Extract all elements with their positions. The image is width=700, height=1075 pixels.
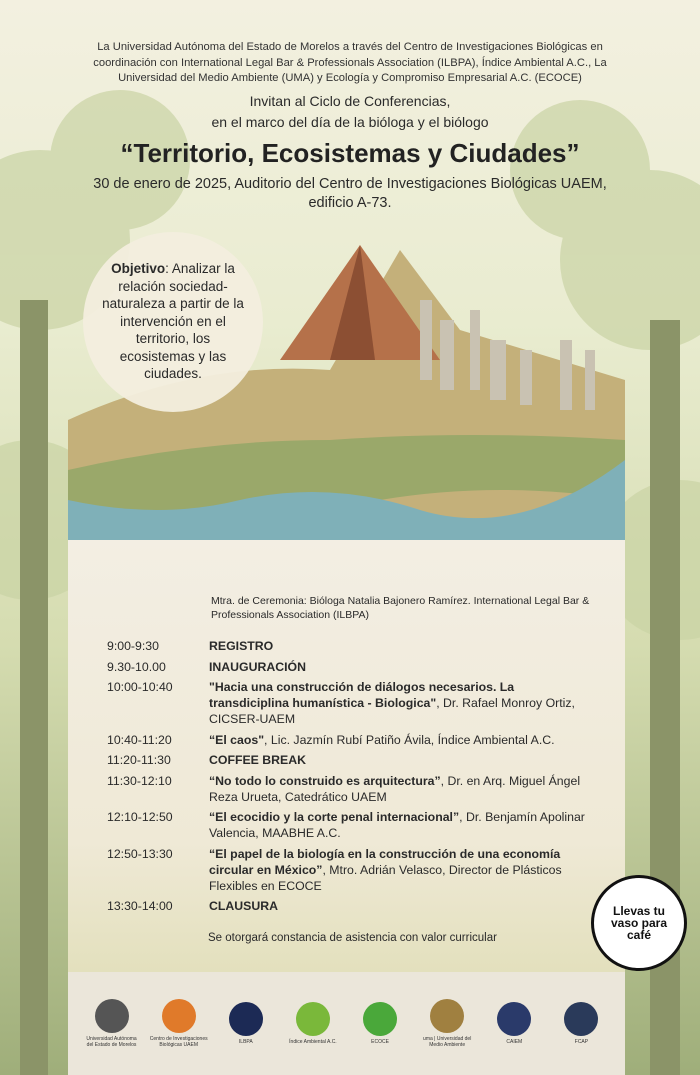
schedule-description <box>209 659 597 675</box>
session-title: “El caos" <box>209 732 265 747</box>
session-title: “El ecocidio y la corte penal internacional” <box>209 810 460 824</box>
schedule-row <box>107 846 597 894</box>
session-speaker: , Lic. Jazmín Rubí Patiño Ávila, Índice Ambiental A.C. <box>264 732 555 747</box>
schedule-time: 13:30-14:00 <box>107 899 173 913</box>
logo-caption: uma | Universidad del Medio Ambiente <box>423 1036 472 1048</box>
session-speaker: , Dr. Benjamín Apolinar Valencia, MAABHE A.C. <box>209 810 585 840</box>
schedule-time: 12:10-12:50 <box>107 810 173 824</box>
schedule-description <box>209 732 597 748</box>
schedule-row <box>107 638 597 654</box>
objective-label: Objetivo <box>111 261 166 276</box>
logo-caption: Universidad Autónoma del Estado de Morelos <box>86 1036 137 1048</box>
schedule <box>107 638 597 919</box>
schedule-time: 10:00-10:40 <box>107 680 173 694</box>
invite-line-1: Invitan al Ciclo de Conferencias, <box>249 92 451 109</box>
session-title: “El papel de la biología en la construcción de una economía circular en México” <box>209 846 561 877</box>
sponsor-logo <box>83 999 141 1048</box>
logo-emblem-icon <box>564 1002 598 1036</box>
sponsor-logo <box>284 1002 342 1045</box>
schedule-description <box>209 809 597 841</box>
logo-emblem-icon <box>296 1002 330 1036</box>
schedule-row <box>107 898 597 914</box>
sponsor-logo <box>351 1002 409 1045</box>
schedule-row <box>107 732 597 748</box>
schedule-description <box>209 679 597 727</box>
schedule-description <box>209 638 597 654</box>
schedule-description <box>209 898 597 914</box>
header <box>0 40 700 213</box>
schedule-description <box>209 773 597 805</box>
schedule-time: 10:40-11:20 <box>107 732 172 747</box>
logo-caption: Centro de Investigaciones Biológicas UAEM <box>149 1036 208 1048</box>
intro-text: La Universidad Autónoma del Estado de Morelos a través del Centro de Investigaciones Biológicas en coordinación con International Legal Bar & Professionals Association (ILBPA), Índice Ambiental A.C., La Universidad del Medio Ambiente (UMA) y Ecología y Compromiso Empresarial A.C. (ECOCE) <box>93 41 607 84</box>
session-speaker: , Mtro. Adrián Velasco, Director de Plásticos Flexibles en ECOCE <box>209 862 562 893</box>
logo-emblem-icon <box>363 1002 397 1036</box>
schedule-row <box>107 773 597 805</box>
objective-circle <box>83 232 263 412</box>
certificate-note: Se otorgará constancia de asistencia con valor curricular <box>208 932 497 944</box>
sponsor-logo <box>217 1002 275 1045</box>
logo-emblem-icon <box>430 999 464 1033</box>
sponsor-logo <box>150 999 208 1048</box>
badge-text: Llevas tu vaso para café <box>610 904 668 942</box>
session-title: "Hacia una construcción de diálogos necesarios. La transdiciplina humanística - Biologica" <box>209 680 515 710</box>
logo-emblem-icon <box>162 999 196 1033</box>
sponsor-logo <box>485 1002 543 1045</box>
master-of-ceremonies: Mtra. de Ceremonia: Bióloga Natalia Bajonero Ramírez. International Legal Bar & Professionals Association (ILBPA) <box>211 595 590 621</box>
logo-caption: FCAP <box>574 1039 589 1045</box>
session-title: “No todo lo construido es arquitectura” <box>209 773 441 788</box>
logo-caption: CAIEM <box>506 1039 523 1045</box>
logo-emblem-icon <box>497 1002 531 1036</box>
schedule-time: 11:20-11:30 <box>107 753 171 767</box>
invite-line-2: en el marco del día de la bióloga y el biólogo <box>211 113 489 130</box>
schedule-description <box>209 846 597 894</box>
logo-caption: ILBPA <box>238 1039 253 1045</box>
schedule-row <box>107 809 597 841</box>
session-title: REGISTRO <box>209 639 274 653</box>
schedule-description <box>209 752 597 768</box>
session-title: CLAUSURA <box>209 899 278 913</box>
schedule-row <box>107 752 597 768</box>
schedule-time: 12:50-13:30 <box>107 846 173 861</box>
event-title: “Territorio, Ecosistemas y Ciudades” <box>120 137 580 168</box>
logo-caption: Índice Ambiental A.C. <box>289 1039 337 1045</box>
schedule-time: 9.30-10.00 <box>107 659 166 674</box>
sponsor-logo <box>418 999 476 1048</box>
schedule-time: 9:00-9:30 <box>107 639 159 653</box>
logo-emblem-icon <box>229 1002 263 1036</box>
schedule-row <box>107 659 597 675</box>
session-speaker: , Dr. Rafael Monroy Ortiz, CICSER-UAEM <box>209 696 575 726</box>
logo-emblem-icon <box>95 999 129 1033</box>
logo-caption: ECOCE <box>371 1039 389 1045</box>
event-date-location: 30 de enero de 2025, Auditorio del Centro de Investigaciones Biológicas UAEM, edificio A-73. <box>93 175 607 211</box>
schedule-time: 11:30-12:10 <box>107 773 172 788</box>
session-speaker: , Dr. en Arq. Miguel Ángel Reza Urueta, Catedrático UAEM <box>209 773 581 804</box>
sponsor-logo <box>552 1002 610 1045</box>
sponsor-logos <box>68 972 625 1075</box>
coffee-cup-badge <box>591 875 687 971</box>
schedule-row <box>107 679 597 727</box>
session-title: COFFEE BREAK <box>209 753 307 767</box>
session-title: INAUGURACIÓN <box>209 659 307 674</box>
objective-text: : Analizar la relación sociedad-naturaleza a partir de la intervención en el territorio, los ecosistemas y las ciudades. <box>102 261 244 381</box>
